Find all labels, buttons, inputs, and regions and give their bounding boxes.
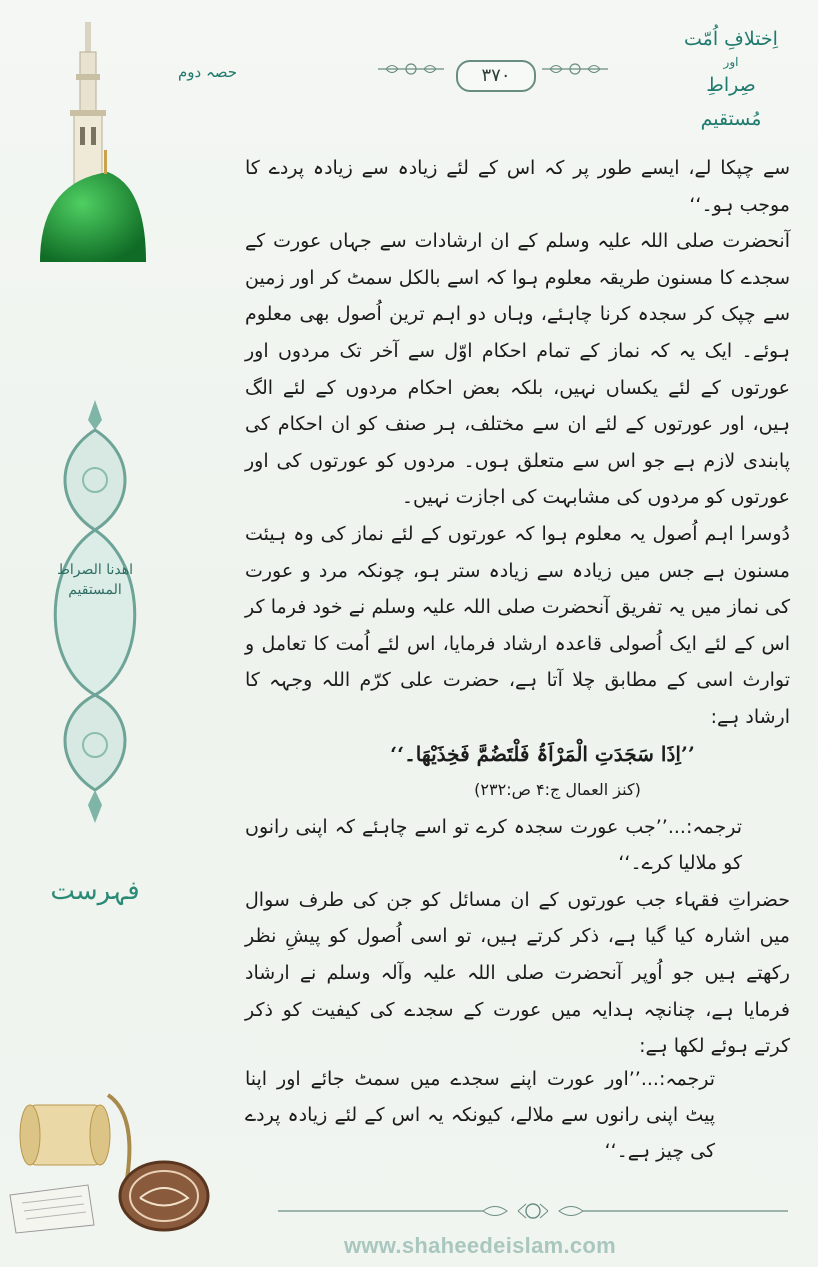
main-content (245, 150, 790, 1065)
minaret-dome-icon (28, 12, 148, 262)
section-label: حصہ دوم (178, 63, 238, 81)
paragraph-3: دُوسرا اہم اُصول یہ معلوم ہوا کہ عورتوں کے لئے نماز کی وہ ہیئت مسنون ہے جس میں زیادہ سے زیادہ ستر ہو، چونکہ مرد و عورت کی نماز میں یہ تفریق آنحضرت صلی اللہ علیہ وسلم نے خود فرما کر اس کے لئے ایک اُصولی قاعدہ ارشاد فرمایا، اس لئے اُمت کا تعامل و توارث اسی کے مطابق چلا آتا ہے، حضرت علی کرّم اللہ وجہہ کا ارشاد ہے: (245, 522, 790, 728)
arabic-quote: ’’اِذَا سَجَدَتِ الْمَرْاَۃُ فَلْتَضُمَّ فَخِذَیْھَا۔‘‘ (390, 741, 695, 766)
paragraph-2: آنحضرت صلی اللہ علیہ وسلم کے ان ارشادات سے جہاں عورت کے سجدے کا مسنون طریقہ معلوم ہوا کہ اسے بالکل سمٹ کر اور زمین سے چپک کر سجدہ کرنا چاہئے، وہاں دو اہم ترین اُصول بھی معلوم ہوئے۔ ایک یہ کہ نماز کے تمام احکام اوّل سے آخر تک مردوں اور عورتوں کے لئے یکساں نہیں، بلکہ بعض احکام مردوں کے لئے الگ ہیں، اور عورتوں کے لئے ان سے مختلف، ہر صنف کو ان احکام کی پابندی لازم ہے جو اس سے متعلق ہوں۔ مردوں کو عورتوں کی اور عورتوں کو مردوں کی مشابہت کی اجازت نہیں۔ (245, 230, 790, 509)
page-number-box (376, 58, 612, 92)
medallion-text: اهدنا الصراط المستقيم (56, 562, 134, 598)
book-title (676, 22, 786, 136)
medallion-ornament (40, 395, 150, 825)
website-link[interactable]: www.shaheedeislam.com (343, 1233, 617, 1258)
paragraph-4: حضراتِ فقہاء جب عورتوں کے ان مسائل کو جن کی طرف سوال میں اشارہ کیا گیا ہے، ذکر کرتے ہیں، تو اسی اُصول کو پیشِ نظر رکھتے ہیں جو اُوپر آنحضرت صلی اللہ علیہ وآلہ وسلم نے ارشاد فرمایا ہے، چنانچہ ہدایہ میں عورت کے سجدے کی کیفیت کو ذکر کرتے ہوئے لکھا ہے: (245, 888, 790, 1058)
book-title-line3: صِراطِ مُستقیم (700, 74, 762, 130)
translation-2: ترجمہ:...’’اور عورت اپنے سجدے میں سمٹ جائے اور اپنا پیٹ اپنی رانوں سے ملالے، کیونکہ یہ اس کے لئے زیادہ پردے کی چیز ہے۔‘‘ (245, 1068, 715, 1162)
page-number: ۳۷۰ (456, 60, 536, 92)
seal-logo-icon (118, 1158, 210, 1234)
paragraph-1: سے چپکا لے، ایسے طور پر کہ اس کے لئے زیادہ سے زیادہ پردے کا موجب ہو۔‘‘ (245, 157, 790, 216)
reference-citation: (کنز العمال ج:۴ ص:۲۳۲) (474, 780, 641, 800)
table-of-contents-link[interactable]: فہرست (50, 876, 140, 906)
book-title-line2: اور (723, 55, 739, 69)
footer-ornament (278, 1201, 788, 1221)
translation-1: ترجمہ:...’’جب عورت سجدہ کرے تو اسے چاہئے کہ اپنی رانوں کو ملالیا کرے۔‘‘ (245, 815, 742, 875)
book-title-line1: اِختلافِ اُمّت (684, 28, 778, 50)
